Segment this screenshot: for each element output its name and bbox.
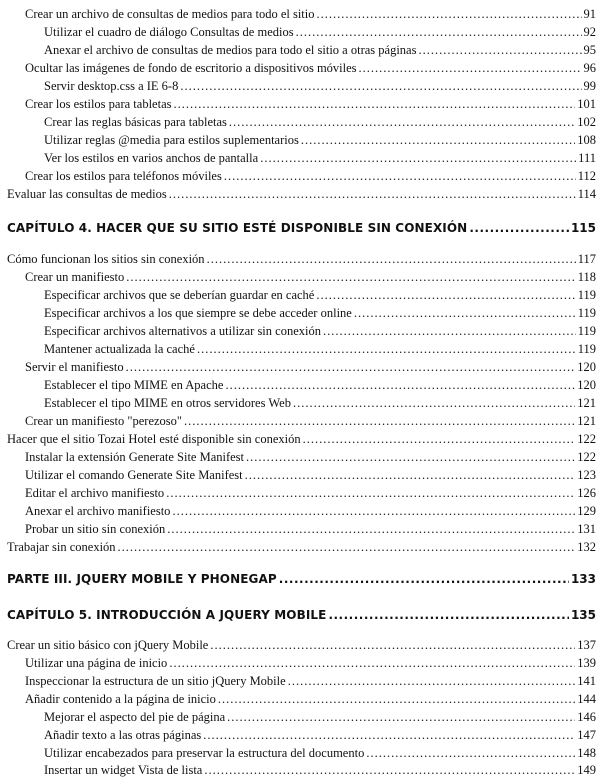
toc-entry-page: 118	[577, 270, 596, 284]
toc-entry-page: 95	[583, 43, 596, 57]
leader-dots	[301, 133, 575, 148]
toc-entry-label: Crear un manifiesto "perezoso"	[25, 414, 183, 428]
chapter-heading-label: CAPÍTULO 5. INTRODUCCIÓN A JQUERY MOBILE	[7, 608, 327, 622]
toc-entry-page: 137	[577, 638, 596, 652]
toc-entry-label: Crear un archivo de consultas de medios para todo el sitio	[25, 7, 315, 21]
toc-entry[interactable]	[44, 378, 596, 393]
toc-entry-page: 108	[577, 133, 596, 147]
toc-entry[interactable]	[25, 522, 596, 537]
toc-entry-label: Especificar archivos a los que siempre se debe acceder online	[44, 306, 352, 320]
toc-entry-page: 121	[577, 414, 596, 428]
toc-entry[interactable]	[25, 674, 596, 689]
toc-entry-label: Anexar el archivo de consultas de medios para todo el sitio a otras páginas	[44, 43, 417, 57]
toc-entry[interactable]	[44, 306, 596, 321]
toc-entry[interactable]	[25, 486, 596, 501]
toc-entry-page: 132	[577, 540, 596, 554]
toc-entry[interactable]	[44, 746, 596, 761]
leader-dots	[296, 25, 582, 40]
toc-entry-page: 96	[583, 61, 596, 75]
toc-entry-label: Crear las reglas básicas para tabletas	[44, 115, 227, 129]
toc-entry[interactable]	[25, 61, 596, 76]
toc-entry-page: 119	[577, 306, 596, 320]
toc-entry-label: Mantener actualizada la caché	[44, 342, 195, 356]
toc-entry-page: 141	[577, 674, 596, 688]
toc-entry[interactable]	[25, 450, 596, 465]
leader-dots	[172, 504, 575, 519]
leader-dots	[359, 61, 582, 76]
chapter-heading-page: 135	[570, 608, 596, 622]
chapter-heading[interactable]	[7, 221, 596, 239]
toc-entry-label: Crear los estilos para teléfonos móviles	[25, 169, 222, 183]
toc-entry-page: 148	[577, 746, 596, 760]
toc-entry-label: Servir desktop.css a IE 6-8	[44, 79, 179, 93]
leader-dots	[169, 656, 575, 671]
toc-entry-label: Añadir contenido a la página de inicio	[25, 692, 216, 706]
toc-entry[interactable]	[25, 169, 596, 184]
toc-entry[interactable]	[25, 414, 596, 429]
leader-dots	[210, 638, 575, 653]
leader-dots	[218, 692, 575, 707]
leader-dots	[204, 763, 575, 778]
toc-entry-page: 119	[577, 342, 596, 356]
toc-entry[interactable]	[44, 25, 596, 40]
leader-dots	[354, 306, 576, 321]
toc-entry-label: Ver los estilos en varios anchos de pantalla	[44, 151, 259, 165]
toc-entry[interactable]	[7, 432, 596, 447]
toc-entry[interactable]	[44, 728, 596, 743]
leader-dots	[279, 572, 569, 586]
leader-dots	[366, 746, 575, 761]
toc-entry-page: 147	[577, 728, 596, 742]
toc-entry-label: Probar un sitio sin conexión	[25, 522, 166, 536]
toc-entry-label: Utilizar reglas @media para estilos suplementarios	[44, 133, 299, 147]
toc-entry-page: 121	[577, 396, 596, 410]
toc-entry-page: 114	[577, 187, 596, 201]
toc-entry[interactable]	[44, 763, 596, 778]
toc-entry[interactable]	[25, 7, 596, 22]
leader-dots	[469, 221, 569, 235]
toc-entry-page: 92	[583, 25, 596, 39]
toc-entry-label: Especificar archivos alternativos a utilizar sin conexión	[44, 324, 321, 338]
leader-dots	[323, 324, 576, 339]
toc-entry[interactable]	[44, 396, 596, 411]
leader-dots	[126, 360, 576, 375]
toc-entry[interactable]	[44, 288, 596, 303]
toc-entry[interactable]	[25, 656, 596, 671]
toc-entry-page: 131	[577, 522, 596, 536]
leader-dots	[245, 468, 576, 483]
toc-entry[interactable]	[7, 638, 596, 653]
leader-dots	[328, 608, 569, 622]
leader-dots	[224, 169, 576, 184]
toc-entry[interactable]	[25, 692, 596, 707]
leader-dots	[288, 674, 576, 689]
toc-entry-label: Evaluar las consultas de medios	[7, 187, 167, 201]
toc-entry-label: Mejorar el aspecto del pie de página	[44, 710, 226, 724]
toc-entry[interactable]	[44, 133, 596, 148]
toc-entry[interactable]	[7, 187, 596, 202]
toc-entry-page: 139	[577, 656, 596, 670]
toc-entry[interactable]	[44, 710, 596, 725]
toc-entry-label: Anexar el archivo manifiesto	[25, 504, 171, 518]
toc-entry-page: 122	[577, 450, 596, 464]
part-heading-page: 133	[570, 572, 596, 586]
leader-dots	[166, 486, 575, 501]
toc-entry[interactable]	[44, 324, 596, 339]
toc-entry[interactable]	[25, 270, 596, 285]
toc-entry-label: Insertar un widget Vista de lista	[44, 763, 203, 777]
leader-dots	[207, 252, 576, 267]
toc-entry[interactable]	[44, 342, 596, 357]
toc-entry-page: 117	[577, 252, 596, 266]
leader-dots	[303, 432, 576, 447]
leader-dots	[225, 378, 575, 393]
toc-entry-page: 101	[577, 97, 596, 111]
toc-entry-page: 119	[577, 288, 596, 302]
toc-entry-label: Establecer el tipo MIME en otros servidores Web	[44, 396, 291, 410]
leader-dots	[167, 522, 575, 537]
toc-entry-label: Utilizar el cuadro de diálogo Consultas de medios	[44, 25, 294, 39]
leader-dots	[126, 270, 575, 285]
toc-entry[interactable]	[7, 252, 596, 267]
leader-dots	[316, 288, 575, 303]
toc-entry[interactable]	[44, 151, 596, 166]
chapter-heading-page: 115	[570, 221, 596, 235]
chapter-heading-label: CAPÍTULO 4. HACER QUE SU SITIO ESTÉ DISPONIBLE SIN CONEXIÓN	[7, 221, 468, 235]
toc-entry-label: Trabajar sin conexión	[7, 540, 116, 554]
toc-entry-label: Cómo funcionan los sitios sin conexión	[7, 252, 205, 266]
leader-dots	[246, 450, 575, 465]
toc-entry[interactable]	[44, 79, 596, 94]
toc-entry-label: Crear un sitio básico con jQuery Mobile	[7, 638, 209, 652]
leader-dots	[227, 710, 575, 725]
toc-entry-page: 126	[577, 486, 596, 500]
leader-dots	[293, 396, 575, 411]
leader-dots	[173, 97, 575, 112]
toc-entry[interactable]	[25, 97, 596, 112]
leader-dots	[184, 414, 575, 429]
toc-entry-label: Crear un manifiesto	[25, 270, 125, 284]
leader-dots	[317, 7, 582, 22]
part-heading-label: PARTE III. JQUERY MOBILE Y PHONEGAP	[7, 572, 277, 586]
toc-entry-label: Utilizar el comando Generate Site Manifest	[25, 468, 243, 482]
toc-entry-page: 91	[583, 7, 596, 21]
toc-entry-page: 146	[577, 710, 596, 724]
toc-entry-label: Especificar archivos que se deberían guardar en caché	[44, 288, 315, 302]
toc-entry[interactable]	[25, 504, 596, 519]
leader-dots	[260, 151, 576, 166]
leader-dots	[180, 79, 581, 94]
toc-entry-label: Utilizar una página de inicio	[25, 656, 168, 670]
toc-entry-page: 122	[577, 432, 596, 446]
leader-dots	[418, 43, 581, 58]
part-heading[interactable]	[7, 572, 596, 590]
toc-entry-page: 120	[577, 360, 596, 374]
toc-entry-page: 102	[577, 115, 596, 129]
toc-entry-page: 120	[577, 378, 596, 392]
chapter-heading[interactable]	[7, 608, 596, 626]
toc-entry-page: 144	[577, 692, 596, 706]
toc-entry-label: Añadir texto a las otras páginas	[44, 728, 202, 742]
toc-entry-label: Servir el manifiesto	[25, 360, 124, 374]
toc-entry-page: 149	[577, 763, 596, 777]
leader-dots	[229, 115, 575, 130]
toc-entry-label: Instalar la extensión Generate Site Manifest	[25, 450, 245, 464]
toc-entry-page: 112	[577, 169, 596, 183]
toc-entry[interactable]	[7, 540, 596, 555]
toc-entry-label: Establecer el tipo MIME en Apache	[44, 378, 224, 392]
toc-entry-page: 99	[583, 79, 596, 93]
toc-entry-page: 119	[577, 324, 596, 338]
toc-entry-label: Editar el archivo manifiesto	[25, 486, 165, 500]
toc-entry-page: 129	[577, 504, 596, 518]
toc-entry-label: Inspeccionar la estructura de un sitio jQuery Mobile	[25, 674, 286, 688]
leader-dots	[169, 187, 576, 202]
toc-entry-label: Ocultar las imágenes de fondo de escritorio a dispositivos móviles	[25, 61, 357, 75]
leader-dots	[203, 728, 575, 743]
toc-entry[interactable]	[44, 43, 596, 58]
toc-entry-page: 123	[577, 468, 596, 482]
toc-entry[interactable]	[25, 468, 596, 483]
toc-entry[interactable]	[25, 360, 596, 375]
toc-entry-label: Hacer que el sitio Tozai Hotel esté disponible sin conexión	[7, 432, 301, 446]
toc-entry-label: Utilizar encabezados para preservar la estructura del documento	[44, 746, 365, 760]
leader-dots	[118, 540, 576, 555]
toc-entry[interactable]	[44, 115, 596, 130]
toc-entry-label: Crear los estilos para tabletas	[25, 97, 172, 111]
leader-dots	[197, 342, 576, 357]
toc-entry-page: 111	[578, 151, 596, 165]
